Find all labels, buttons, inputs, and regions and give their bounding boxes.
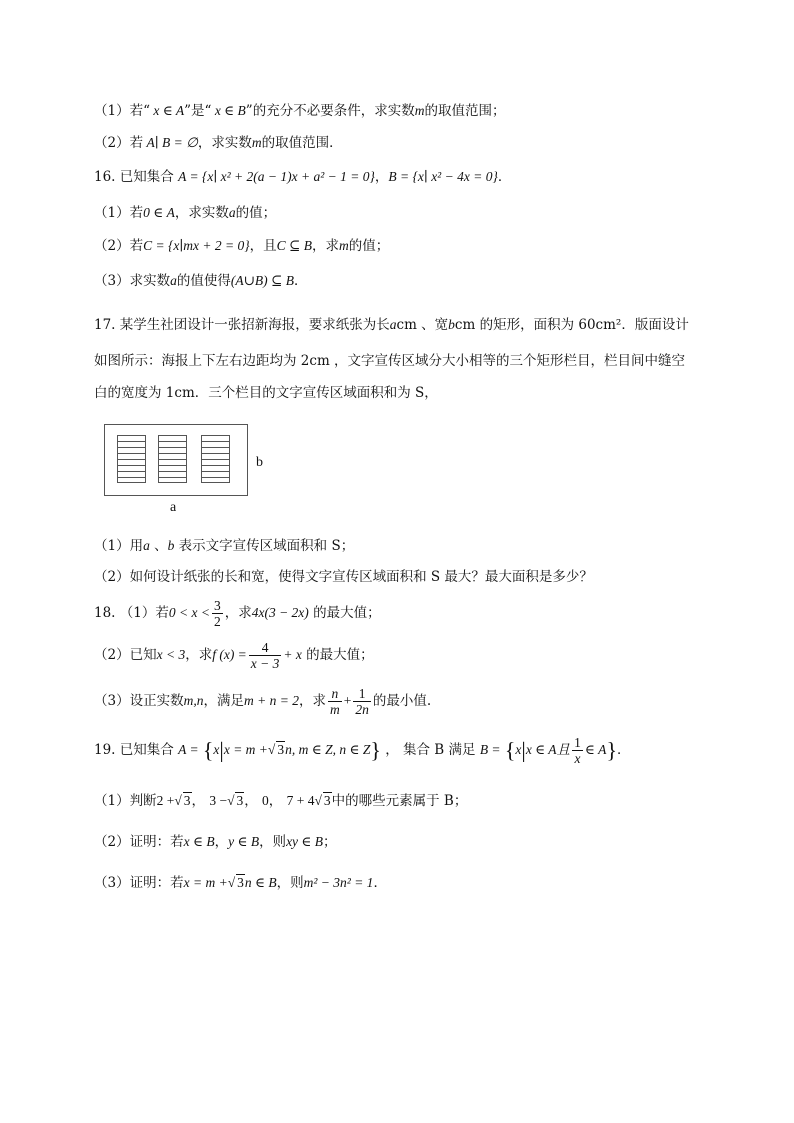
text: ， 集合 B 满足	[385, 742, 476, 758]
q18-part1	[94, 596, 381, 630]
math: m	[338, 238, 349, 253]
question-number: 16. 已知集合	[94, 169, 174, 185]
text: （3）求实数	[94, 273, 171, 289]
math: xy ∈ B	[286, 834, 324, 849]
text: cm 、宽	[396, 317, 449, 333]
text: ，	[244, 793, 263, 809]
text: 的最大值；	[308, 605, 381, 621]
text: ，求	[311, 238, 339, 254]
text: ，	[374, 169, 389, 185]
fraction: $\frac{3}{2}$	[213, 598, 221, 629]
q17-part1	[94, 536, 354, 556]
text: 白的宽度为 1cm．三个栏目的文字宣传区域面积和为 S，	[94, 385, 438, 401]
math: a	[228, 205, 236, 220]
math: 3 −	[209, 793, 228, 808]
right-brace: }	[606, 737, 617, 763]
math: A =	[178, 742, 199, 757]
math: x ∈ B	[183, 834, 215, 849]
sqrt-radicand: 3	[323, 793, 331, 808]
text: ，则	[259, 834, 287, 850]
text: 18. （1）若	[94, 605, 169, 621]
math: a	[143, 538, 150, 553]
math: m + n = 2	[243, 693, 299, 708]
math: ∈ A	[584, 742, 607, 757]
math: A∣ B = ∅	[143, 135, 198, 150]
math: 7 + 4	[286, 793, 315, 808]
fraction: $\frac{4}{x - 3}$	[250, 640, 280, 671]
text: ，则	[276, 875, 304, 891]
sqrt-radicand: 3	[236, 793, 244, 808]
bar: |	[521, 737, 526, 763]
q19-part1: （1）判断2 +√ 3， 3 −√ 3， 0， 7 + 4√ 3中的哪些元素属于 B；	[94, 793, 468, 809]
question-number: 19. 已知集合	[94, 742, 174, 758]
sqrt-radicand: 3	[237, 875, 244, 890]
text: ．	[617, 742, 631, 758]
math: x ∈ A	[150, 103, 185, 118]
text: ，求实数	[174, 205, 229, 221]
text: （3）设正实数	[94, 693, 184, 709]
q17-stem-line1	[94, 315, 689, 335]
text: （2）已知	[94, 647, 157, 663]
math: x ∈ A且	[525, 742, 571, 757]
math: a	[170, 273, 177, 288]
q18-part2	[94, 638, 374, 672]
text: 的值；	[235, 205, 277, 221]
sqrt-radicand: 3	[183, 793, 191, 808]
sqrt-radicand: 3	[277, 742, 285, 757]
q15-part1	[94, 101, 505, 121]
text: （1）若“	[94, 103, 150, 119]
text: 如图所示：海报上下左右边距均为 2cm ，文字宣传区域分大小相等的三个矩形栏目，栏目间中缝空	[94, 353, 686, 369]
text: ，求实数	[197, 135, 252, 151]
text: ，	[191, 793, 210, 809]
fraction: $\frac{1}{x}$	[574, 735, 581, 766]
poster-column	[117, 435, 146, 483]
fraction: $\frac{n}{m}$	[329, 686, 340, 717]
q16-part3	[94, 271, 307, 291]
text: 、	[149, 538, 168, 554]
math: x	[515, 742, 522, 757]
text: （1）判断	[94, 793, 157, 809]
text: ，求	[224, 605, 252, 621]
math: x = m +	[223, 742, 268, 757]
poster-diagram	[104, 424, 248, 496]
fraction: $\frac{1}{2n}$	[355, 686, 369, 717]
math: 0 ∈ A	[143, 205, 175, 220]
text: 的取值范围；	[424, 103, 506, 119]
text: ．	[497, 169, 512, 185]
diagram-label-b: b	[256, 455, 263, 470]
math: x ∈ B	[211, 103, 246, 118]
bar: |	[219, 737, 224, 763]
math: m,n	[183, 693, 204, 708]
math: 4x(3 − 2x)	[251, 605, 309, 620]
text: 中的哪些元素属于 B；	[331, 793, 468, 809]
q17-part2	[94, 567, 593, 587]
text: ；	[323, 834, 337, 850]
right-brace: }	[370, 737, 381, 763]
text: （1）若	[94, 205, 144, 221]
text: 表示文字宣传区域面积和 S；	[174, 538, 355, 554]
text: （2）证明：若	[94, 834, 184, 850]
math: m² − 3n² = 1	[303, 875, 374, 890]
math: 2 +	[156, 793, 175, 808]
text: ，	[268, 793, 287, 809]
math: a	[389, 317, 397, 332]
text: （2）如何设计纸张的长和宽，使得文字宣传区域面积和 S 最大？最大面积是多少？	[94, 569, 593, 585]
math: n, m ∈ Z, n ∈ Z	[285, 742, 371, 757]
left-brace: {	[202, 737, 214, 763]
math: C = {x∣mx + 2 = 0}	[143, 238, 250, 253]
poster-column	[158, 435, 187, 483]
text: 的最大值；	[301, 647, 374, 663]
q17-stem-line3	[94, 383, 438, 403]
q19-stem: 19. 已知集合 A = {x|x = m +√ 3n, m ∈ Z, n ∈ Z} ， 集合 B 满足 B = {x|x ∈ A且 $\frac{1}{x}$ ∈ A}．	[94, 735, 631, 766]
math: +	[343, 693, 352, 708]
math: (A∪B) ⊆ B	[230, 273, 294, 288]
math: x < 3	[156, 647, 186, 662]
math: 0	[262, 793, 269, 808]
q16-part1	[94, 203, 276, 223]
q19-part3: （3）证明：若x = m +√ 3n ∈ B，则m² − 3n² = 1．	[94, 875, 387, 891]
text: 17. 某学生社团设计一张招新海报，要求纸张为长	[94, 317, 390, 333]
text: （2）若	[94, 135, 144, 151]
diagram-label-a: a	[170, 500, 177, 515]
text: 的取值范围．	[261, 135, 343, 151]
math: x = m +	[183, 875, 228, 890]
text: （3）证明：若	[94, 875, 184, 891]
text: ”是“	[184, 103, 212, 119]
math: b	[167, 538, 175, 553]
math: b	[448, 317, 455, 332]
math-set-b: B = {x∣ x² − 4x = 0}	[388, 169, 498, 184]
text: cm 的矩形，面积为 60cm²．版面设计	[454, 317, 689, 333]
q16-part2	[94, 236, 389, 256]
q19-part2	[94, 832, 337, 852]
text: ，满足	[203, 693, 244, 709]
q15-part2	[94, 133, 343, 153]
q17-stem-line2	[94, 351, 685, 371]
math: C ⊆ B	[276, 238, 312, 253]
text: ，	[214, 834, 229, 850]
math: B =	[479, 742, 501, 757]
math: y ∈ B	[228, 834, 260, 849]
math: 0 < x <	[168, 605, 210, 620]
left-brace: {	[504, 737, 516, 763]
math: n ∈ B	[244, 875, 277, 890]
math: f (x) =	[212, 647, 247, 662]
text: ，且	[249, 238, 277, 254]
math-set-a: A = {x∣ x² + 2(a − 1)x + a² − 1 = 0}	[178, 169, 375, 184]
q18-part3	[94, 684, 431, 718]
q16-stem	[94, 167, 511, 187]
text: 的值使得	[176, 273, 231, 289]
math: x	[213, 742, 220, 757]
text: 的值；	[348, 238, 390, 254]
text: 的最小值.	[372, 693, 432, 709]
poster-column	[201, 435, 230, 483]
text: ，求	[185, 647, 213, 663]
text: ，求	[298, 693, 326, 709]
text: （1）用	[94, 538, 144, 554]
text: ．	[373, 875, 387, 891]
math: m	[251, 135, 262, 150]
text: ”的充分不必要条件，求实数	[245, 103, 415, 119]
text: ．	[293, 273, 308, 289]
math: m	[414, 103, 425, 118]
math: + x	[283, 647, 302, 662]
text: （2）若	[94, 238, 144, 254]
